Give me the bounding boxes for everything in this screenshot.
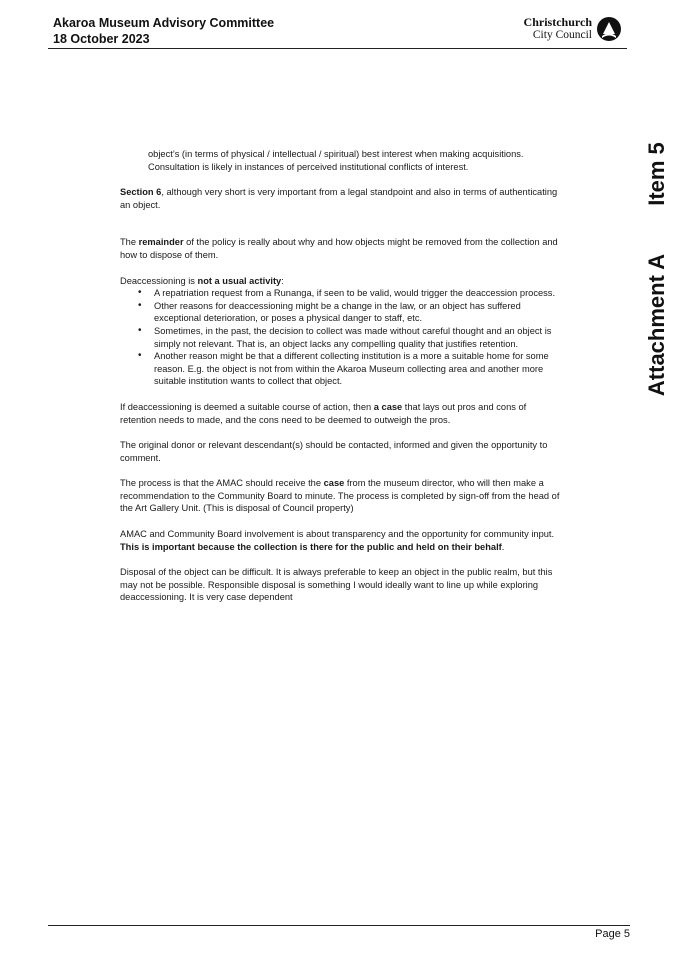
paragraph-1: object’s (in terms of physical / intellectual / spiritual) best interest when making acquisitions. Consultation is likely in instances of perceived institutional conflicts of interest. — [148, 149, 524, 172]
footer-rule — [48, 925, 630, 926]
list-item: • Other reasons for deaccessioning might be a change in the law, or an object has suffered exceptional deterioration, or poses a physical danger to staff, etc. — [154, 300, 560, 325]
list-item: • Sometimes, in the past, the decision to collect was made without careful thought and an object is simply not relevant. That is, an object lacks any compelling quality that justifies retention. — [154, 325, 560, 350]
list-item: • A repatriation request from a Runanga, if seen to be valid, would trigger the deaccession process. — [154, 287, 560, 300]
paragraph-7 — [120, 477, 560, 515]
logo-line1: Christchurch — [523, 15, 592, 29]
header-rule — [48, 48, 627, 49]
paragraph-8 — [120, 528, 560, 553]
paragraph-4-rest: : — [281, 275, 284, 286]
document-body — [120, 148, 560, 604]
paragraph-5-pre: If deaccessioning is deemed a suitable course of action, then — [120, 401, 374, 412]
paragraph-4-pre: Deaccessioning is — [120, 275, 198, 286]
paragraph-7-rest: from the museum director, who will then make a recommendation to the Community Board to minute. The process is completed by sign-off from the head of the Art Gallery Unit. (This is disposal of Council property) — [120, 478, 560, 514]
paragraph-3-bold: remainder — [138, 237, 184, 248]
side-label-attachment-text: Attachment A — [644, 253, 670, 397]
christchurch-council-emblem-icon — [596, 16, 622, 42]
paragraph-5-rest: that lays out pros and cons of retention needs to made, and the cons need to be deemed to outweigh the pros. — [120, 401, 527, 425]
paragraph-9: Disposal of the object can be difficult. It is always preferable to keep an object in the public realm, but this may not be possible. Responsible disposal is something I would ideally want to line up while exploring deaccessioning. It is very case dependent — [120, 567, 553, 603]
paragraph-4-bold: not a usual activity — [197, 275, 282, 286]
council-logo — [512, 15, 622, 45]
paragraph-7-bold: case — [323, 478, 345, 489]
paragraph-3-rest: of the policy is really about why and how objects might be removed from the collection and how to dispose of them. — [120, 237, 558, 260]
paragraph-2-rest: , although very short is very important from a legal standpoint and also in terms of authenticating an object. — [120, 187, 558, 210]
paragraph-3 — [120, 236, 560, 261]
paragraph-5 — [120, 401, 560, 426]
logo-line2: City Council — [532, 29, 592, 41]
paragraph-8-bold: This is important because the collection is there for the public and held on their behalf — [120, 541, 502, 552]
paragraph-6: The original donor or relevant descendant(s) should be contacted, informed and given the opportunity to comment. — [120, 440, 548, 463]
header-title: Akaroa Museum Advisory Committee — [53, 16, 275, 30]
paragraph-7-pre: The process is that the AMAC should receive the — [120, 478, 324, 489]
header-date: 18 October 2023 — [53, 32, 150, 46]
side-label-item-text: Item 5 — [644, 142, 669, 206]
page-number: Page 5 — [595, 928, 630, 940]
side-label-attachment — [641, 243, 673, 407]
paragraph-8-pre: AMAC and Community Board involvement is about transparency and the opportunity for community input. — [120, 529, 555, 540]
deaccession-reasons-list — [120, 287, 560, 388]
paragraph-5-bold: a case — [373, 401, 403, 412]
paragraph-4 — [120, 275, 560, 288]
paragraph-3-pre: The — [120, 237, 139, 248]
paragraph-2-bold: Section 6 — [120, 187, 162, 198]
paragraph-2 — [120, 186, 560, 211]
paragraph-8-rest: . — [501, 541, 505, 552]
list-item: • Another reason might be that a different collecting institution is a more a suitable home for some reason. E.g. the object is not from within the Akaroa Museum collecting area and another more suitable institution wants to collect that object. — [154, 350, 560, 388]
side-label-item — [641, 134, 673, 214]
